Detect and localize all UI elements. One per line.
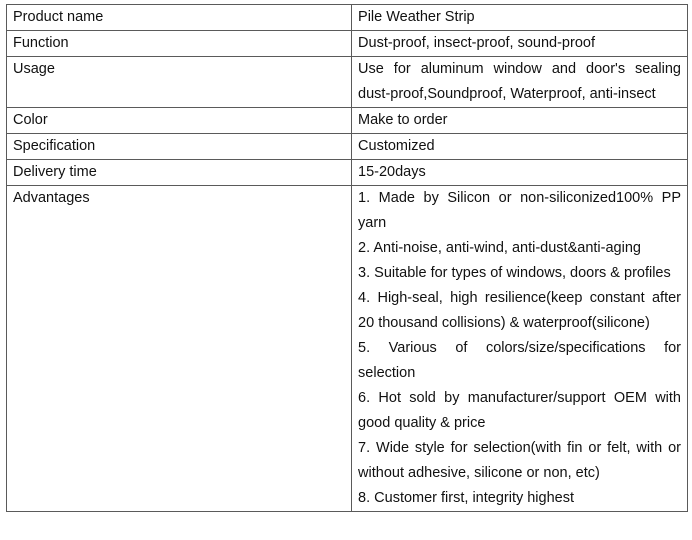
row-value bbox=[352, 31, 688, 57]
row-label: Product name bbox=[7, 5, 352, 31]
advantage-item: 3. Suitable for types of windows, doors & profiles bbox=[358, 265, 671, 281]
table-row bbox=[7, 186, 688, 512]
value-line: Use for aluminum window and door's sealing dust-proof,Soundproof, Waterproof, anti-insect bbox=[358, 61, 681, 102]
value-line: Make to order bbox=[358, 112, 448, 128]
advantage-item: 1. Made by Silicon or non-siliconized100% PP yarn bbox=[358, 190, 681, 231]
advantage-item: 7. Wide style for selection(with fin or felt, with or without adhesive, silicone or non, etc) bbox=[358, 440, 681, 481]
row-label: Advantages bbox=[7, 186, 352, 512]
row-value bbox=[352, 160, 688, 186]
row-label: Function bbox=[7, 31, 352, 57]
row-value bbox=[352, 5, 688, 31]
value-line: Dust-proof, insect-proof, sound-proof bbox=[358, 35, 595, 51]
row-label: Usage bbox=[7, 57, 352, 108]
row-value bbox=[352, 134, 688, 160]
advantage-item: 8. Customer first, integrity highest bbox=[358, 490, 575, 506]
product-spec-table bbox=[6, 4, 688, 512]
value-line: Pile Weather Strip bbox=[358, 9, 475, 25]
row-value bbox=[352, 108, 688, 134]
table-row bbox=[7, 31, 688, 57]
row-label: Specification bbox=[7, 134, 352, 160]
advantage-item: 5. Various of colors/size/specifications for selection bbox=[358, 340, 681, 381]
advantage-item: 2. Anti-noise, anti-wind, anti-dust&anti-aging bbox=[358, 240, 641, 256]
row-label: Color bbox=[7, 108, 352, 134]
table-row bbox=[7, 108, 688, 134]
row-value bbox=[352, 57, 688, 108]
advantage-item: 4. High-seal, high resilience(keep constant after 20 thousand collisions) & waterproof(silicone) bbox=[358, 290, 681, 331]
value-line: 15-20days bbox=[358, 164, 426, 180]
row-value bbox=[352, 186, 688, 512]
value-line: Customized bbox=[358, 138, 435, 154]
row-label: Delivery time bbox=[7, 160, 352, 186]
table-row bbox=[7, 57, 688, 108]
advantage-item: 6. Hot sold by manufacturer/support OEM with good quality & price bbox=[358, 390, 681, 431]
table-row bbox=[7, 134, 688, 160]
table-row bbox=[7, 5, 688, 31]
table-row bbox=[7, 160, 688, 186]
